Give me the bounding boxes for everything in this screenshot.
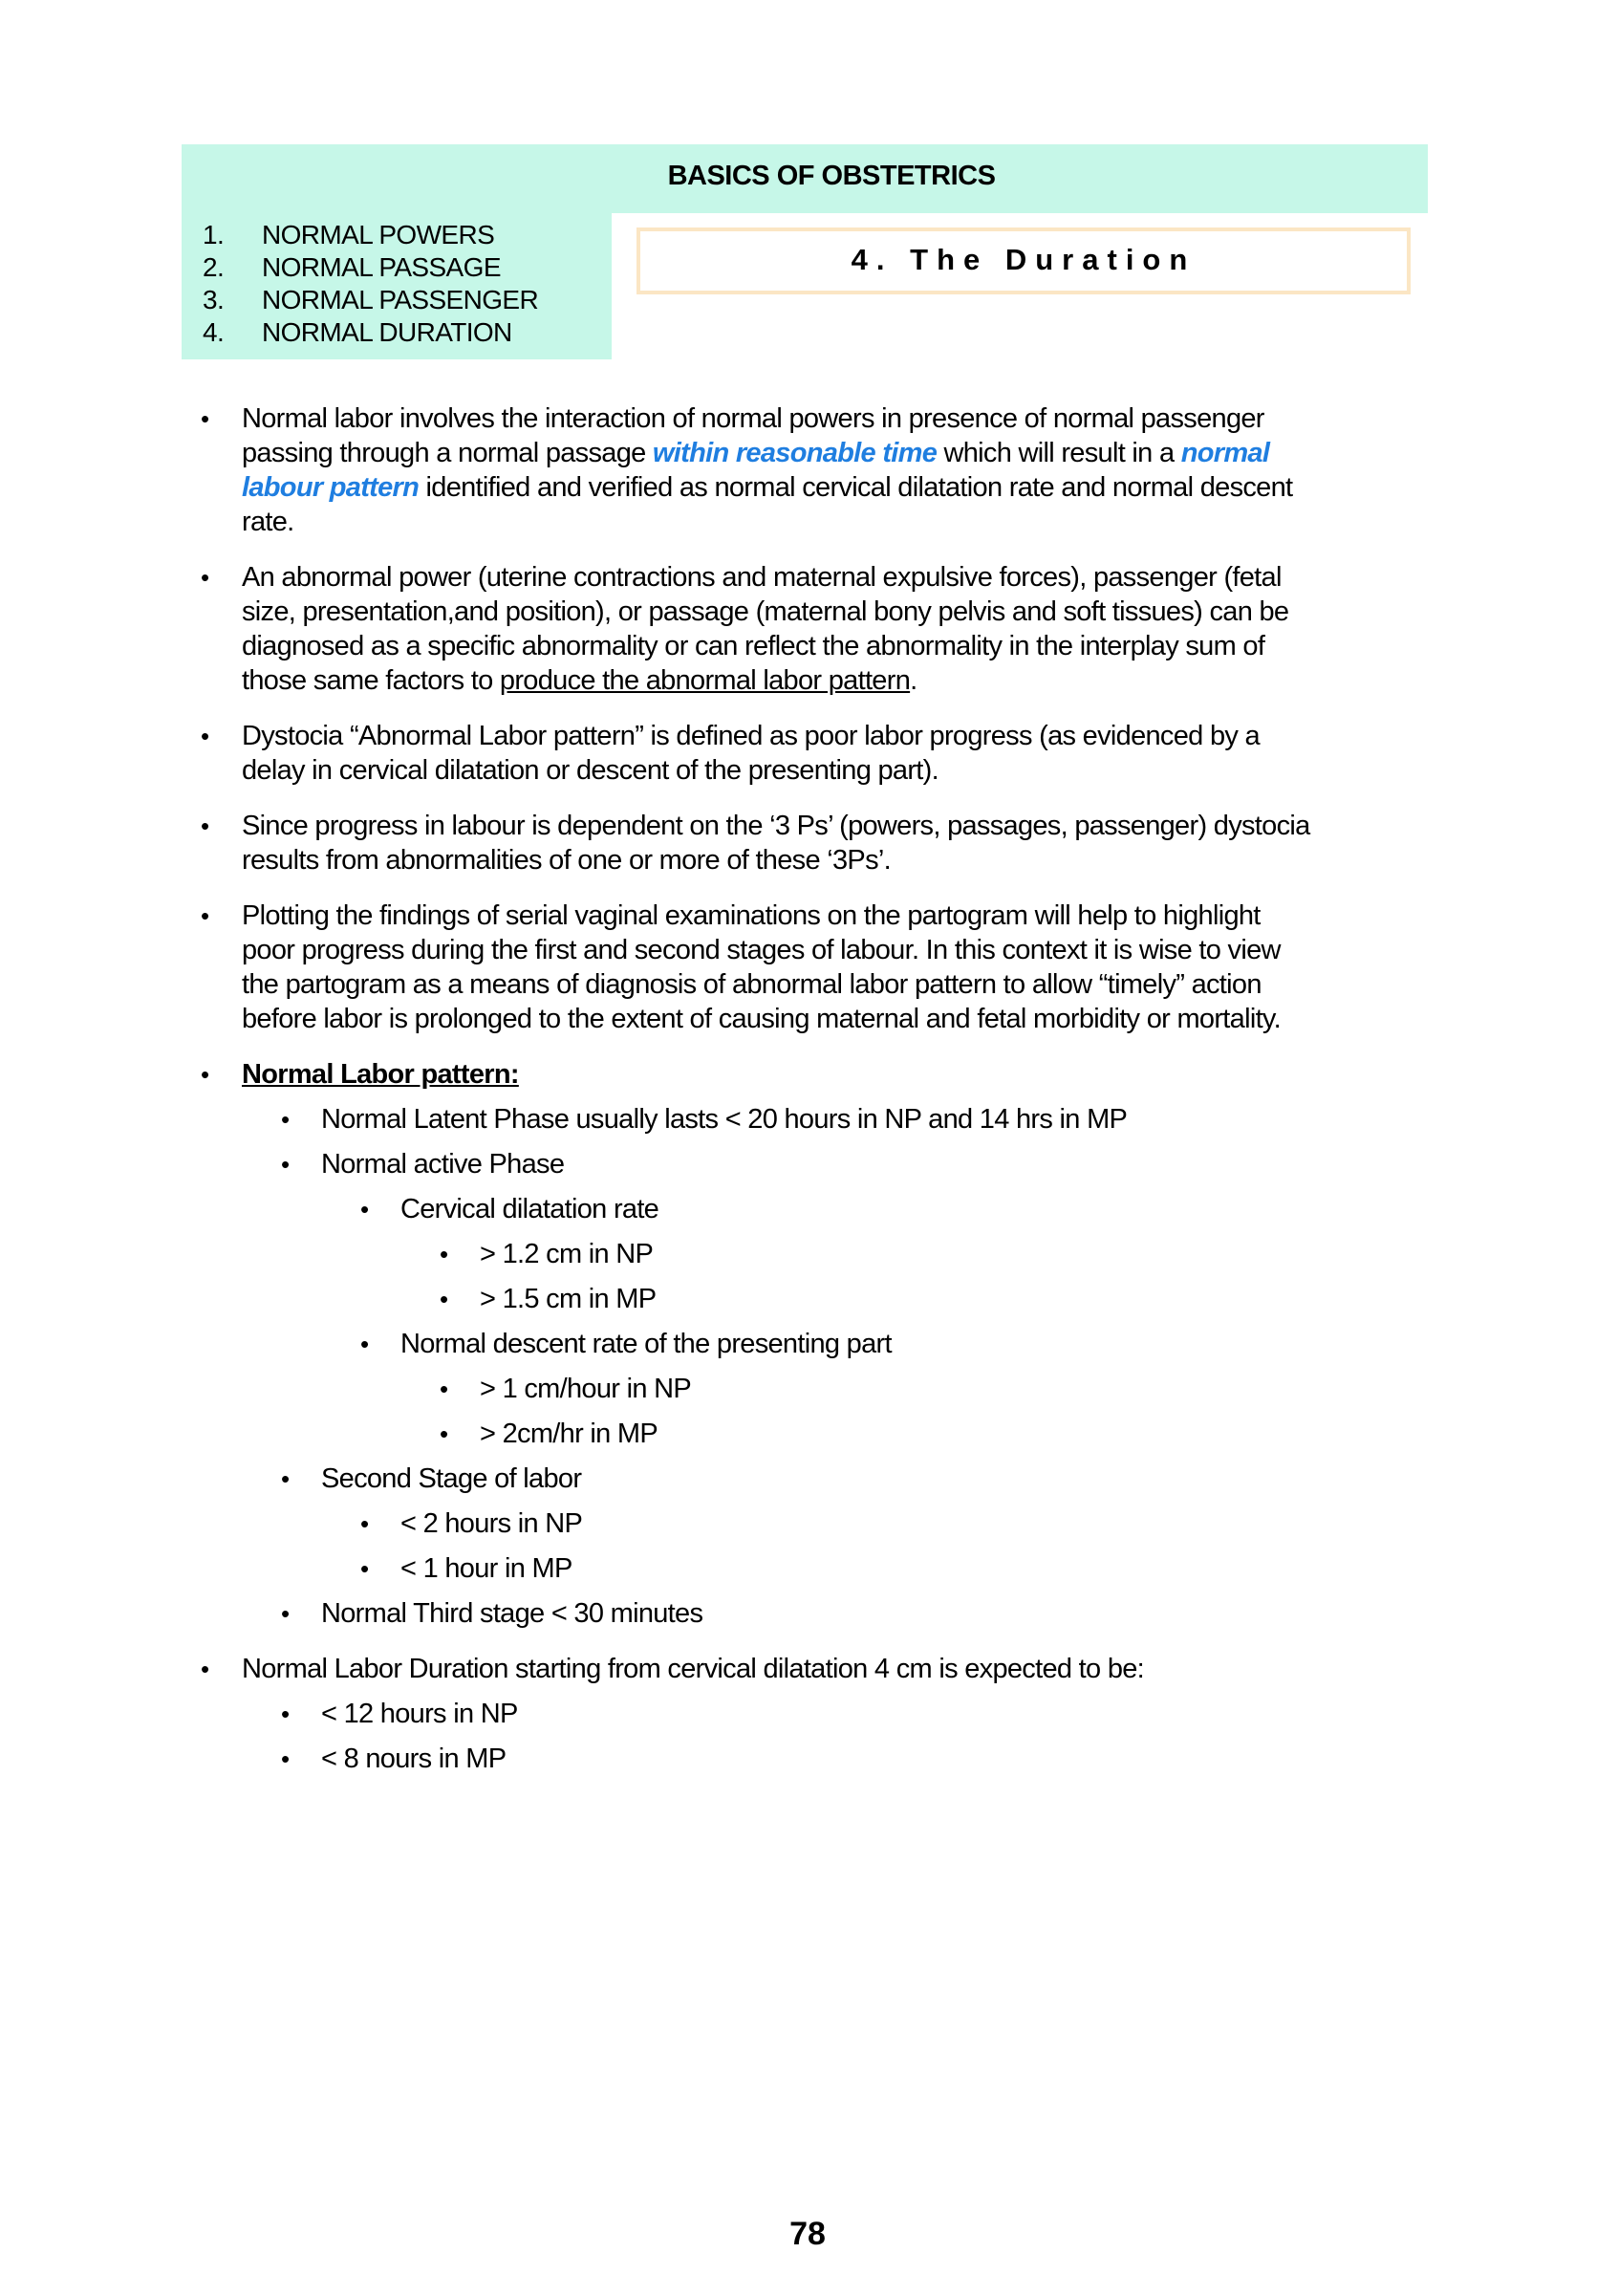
descent-np-item: > 1 cm/hour in NP (480, 1374, 692, 1404)
bullet: • (201, 1655, 209, 1683)
latent-phase-item: Normal Latent Phase usually lasts < 20 hours in NP and 14 hrs in MP (321, 1104, 1128, 1135)
toc-label: NORMAL PASSAGE (262, 252, 501, 282)
cervical-dilatation-item: Cervical dilatation rate (400, 1194, 659, 1224)
text-line: delay in cervical dilatation or descent of the presenting part). (242, 755, 938, 786)
bullet: • (440, 1375, 448, 1403)
paragraph-three-ps (242, 809, 1436, 877)
text-run: which will result in a (937, 438, 1181, 468)
section-title: 4. The Duration (851, 243, 1197, 276)
bullet: • (281, 1150, 290, 1179)
toc-item (203, 219, 538, 251)
toc-number: 2. (203, 252, 225, 282)
bullet: • (440, 1419, 448, 1448)
text-line: before labor is prolonged to the extent of causing maternal and fetal morbidity or mortality. (242, 1004, 1281, 1034)
text-line: Since progress in labour is dependent on the ‘3 Ps’ (powers, passages, passenger) dystocia (242, 811, 1310, 841)
bullet: • (360, 1195, 369, 1224)
toc-list (203, 219, 538, 349)
bullet: • (360, 1330, 369, 1358)
second-stage-item: Second Stage of labor (321, 1463, 582, 1494)
paragraph-abnormal-power (242, 560, 1436, 698)
text-run: . (910, 665, 917, 696)
bullet: • (281, 1599, 290, 1628)
bullet: • (360, 1509, 369, 1538)
normal-labor-pattern-heading: Normal Labor pattern: (242, 1059, 519, 1090)
text-line: poor progress during the first and second stages of labour. In this context it is wise to view (242, 935, 1281, 965)
text-run: those same factors to (242, 665, 500, 696)
text-line (242, 436, 1436, 470)
bullet: • (281, 1105, 290, 1134)
duration-mp-item: < 8 nours in MP (321, 1744, 507, 1774)
text-line (242, 470, 1436, 505)
text-run: identified and verified as normal cervical dilatation rate and normal descent (419, 472, 1293, 503)
second-np-item: < 2 hours in NP (400, 1508, 583, 1539)
toc-item (203, 251, 538, 284)
bullet: • (201, 722, 209, 750)
cervical-mp-item: > 1.5 cm in MP (480, 1284, 657, 1314)
descent-mp-item: > 2cm/hr in MP (480, 1419, 658, 1449)
labor-duration-item: Normal Labor Duration starting from cervical dilatation 4 cm is expected to be: (242, 1654, 1145, 1684)
text-line: results from abnormalities of one or more of these ‘3Ps’. (242, 845, 891, 876)
text-line (242, 663, 1436, 698)
paragraph-dystocia (242, 719, 1436, 788)
third-stage-item: Normal Third stage < 30 minutes (321, 1598, 703, 1629)
duration-np-item: < 12 hours in NP (321, 1699, 518, 1729)
bullet: • (360, 1554, 369, 1583)
highlight-text: normal (1180, 438, 1270, 468)
bullet: • (201, 812, 209, 840)
bullet: • (201, 1060, 209, 1089)
bullet: • (201, 404, 209, 433)
toc-label: NORMAL POWERS (262, 220, 495, 249)
bullet: • (281, 1744, 290, 1773)
paragraph-partogram (242, 899, 1436, 1036)
text-line: rate. (242, 507, 294, 537)
text-line: the partogram as a means of diagnosis of abnormal labor pattern to allow “timely” action (242, 969, 1262, 1000)
underlined-text: produce the abnormal labor pattern (499, 665, 911, 696)
toc-item (203, 284, 538, 316)
toc-number: 4. (203, 317, 225, 347)
text-line: An abnormal power (uterine contractions and maternal expulsive forces), passenger (fetal (242, 562, 1282, 593)
bullet: • (440, 1285, 448, 1313)
highlight-text: labour pattern (242, 472, 420, 503)
text-line: size, presentation,and position), or passage (maternal bony pelvis and soft tissues) can be (242, 596, 1289, 627)
second-mp-item: < 1 hour in MP (400, 1553, 572, 1584)
bullet: • (201, 901, 209, 930)
bullet: • (281, 1464, 290, 1493)
paragraph-normal-labor (242, 401, 1436, 539)
descent-rate-item: Normal descent rate of the presenting part (400, 1329, 892, 1359)
toc-number: 3. (203, 285, 225, 314)
header-title: BASICS OF OBSTETRICS (667, 161, 996, 191)
cervical-np-item: > 1.2 cm in NP (480, 1239, 654, 1269)
toc-item (203, 316, 538, 349)
text-line: Normal labor involves the interaction of normal powers in presence of normal passenger (242, 403, 1264, 434)
text-line: Dystocia “Abnormal Labor pattern” is defined as poor labor progress (as evidenced by a (242, 721, 1260, 751)
toc-number: 1. (203, 220, 225, 249)
highlight-text: within reasonable time (652, 438, 938, 468)
text-line: Plotting the findings of serial vaginal examinations on the partogram will help to highlight (242, 900, 1261, 931)
bullet: • (440, 1240, 448, 1268)
bullet: • (281, 1700, 290, 1728)
bullet: • (201, 563, 209, 592)
page-number: 78 (789, 2216, 826, 2252)
toc-label: NORMAL PASSENGER (262, 285, 539, 314)
text-run: passing through a normal passage (242, 438, 653, 468)
text-line: diagnosed as a specific abnormality or can reflect the abnormality in the interplay sum of (242, 631, 1265, 661)
active-phase-item: Normal active Phase (321, 1149, 565, 1180)
toc-label: NORMAL DURATION (262, 317, 512, 347)
